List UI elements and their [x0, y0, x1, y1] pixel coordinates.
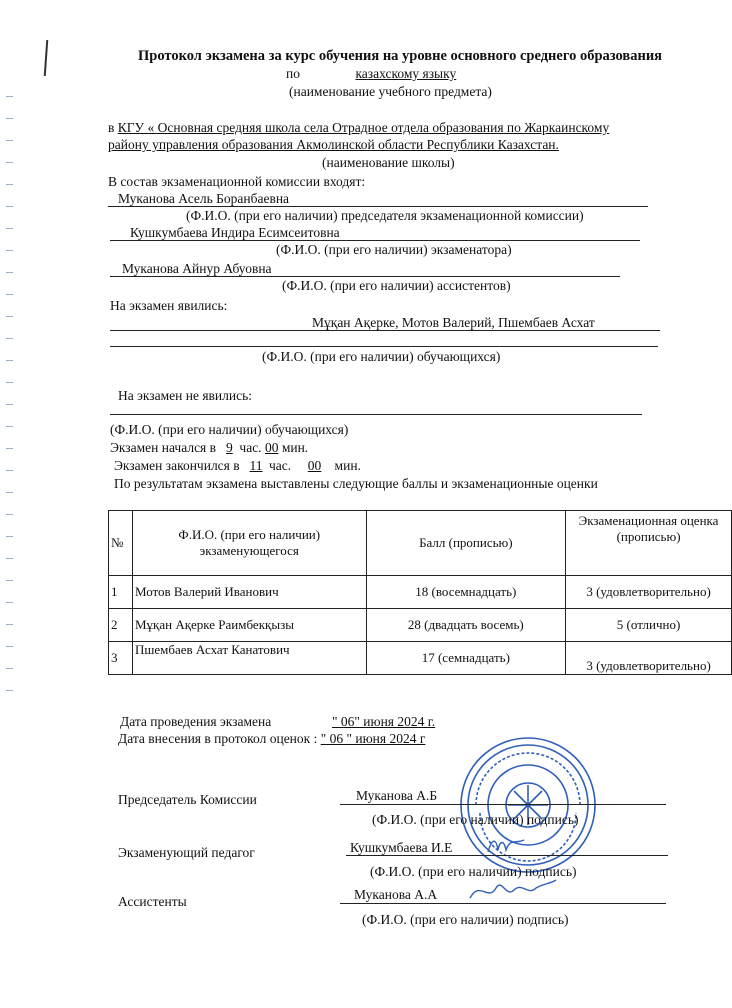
margin-dash [6, 492, 13, 493]
row-grade: 5 (отлично) [566, 609, 732, 642]
header-score: Балл (прописью) [366, 511, 566, 576]
row-score: 28 (двадцать восемь) [366, 609, 566, 642]
school-prefix: в [108, 120, 115, 135]
margin-dash [6, 162, 13, 163]
min-word-1: мин. [281, 440, 309, 455]
results-intro: По результатам экзамена выставлены следующие баллы и экзаменационные оценки [114, 476, 598, 491]
results-table [108, 510, 732, 675]
margin-dash [6, 536, 13, 537]
assistants-sign-name: Муканова А.А [354, 887, 438, 902]
margin-dash [6, 426, 13, 427]
teacher-sign-caption: (Ф.И.О. (при его наличии) подпись) [370, 864, 577, 879]
row-num: 2 [109, 609, 133, 642]
absent-rule [110, 414, 642, 415]
row-name: Мотов Валерий Иванович [132, 576, 366, 609]
school-name-1: КГУ « Основная средняя школа села Отрадное отдела образования по Жаркаинскому [117, 120, 610, 135]
school-caption: (наименование школы) [322, 155, 455, 170]
margin-dash [6, 228, 13, 229]
entry-date-label: Дата внесения в протокол оценок : [118, 731, 318, 746]
table-row [109, 642, 732, 675]
entry-date-line [118, 731, 425, 747]
exam-date-label: Дата проведения экзамена [120, 714, 272, 729]
end-prefix: Экзамен закончился в [114, 458, 240, 473]
header-num: № [109, 511, 133, 576]
row-name: Пшембаев Асхат Канатович [132, 642, 366, 675]
margin-dash [6, 294, 13, 295]
margin-dash [6, 206, 13, 207]
chair-sign-rule [340, 804, 666, 805]
start-time-line [110, 440, 308, 456]
chair-sign-name: Муканова А.Б [356, 788, 438, 803]
margin-dash [6, 624, 13, 625]
margin-dash [6, 404, 13, 405]
present-caption: (Ф.И.О. (при его наличии) обучающихся) [262, 349, 501, 364]
margin-dash [6, 580, 13, 581]
row-grade: 3 (удовлетворительно) [566, 576, 732, 609]
examiner-name: Кушкумбаева Индира Есимсеитовна [130, 225, 340, 240]
row-num: 3 [109, 642, 133, 675]
examiner-caption: (Ф.И.О. (при его наличии) экзаменатора) [276, 242, 512, 257]
hour-word-2: час. [269, 458, 292, 473]
teacher-sign-label: Экзаменующий педагог [118, 845, 255, 860]
hour-word-1: час. [239, 440, 262, 455]
subject-prefix: по [286, 66, 300, 81]
margin-dash [6, 360, 13, 361]
subject-value: казахскому языку [355, 66, 457, 81]
margin-dash [6, 602, 13, 603]
entry-date-value: " 06 " июня 2024 г [320, 731, 426, 746]
assistants-sign-label: Ассистенты [118, 894, 187, 909]
chair-sign-label: Председатель Комиссии [118, 792, 257, 807]
school-line-2: району управления образования Акмолинской области Республики Казахстан. [108, 137, 559, 152]
commission-intro: В состав экзаменационной комиссии входят: [108, 174, 366, 189]
header-name: Ф.И.О. (при его наличии) экзаменующегося [132, 511, 366, 576]
subject-caption: (наименование учебного предмета) [289, 84, 492, 99]
teacher-signature-mark [486, 834, 526, 856]
row-name: Мұқан Ақерке Раимбекқызы [132, 609, 366, 642]
start-hour: 9 [226, 440, 233, 455]
margin-dash [6, 250, 13, 251]
margin-dash [6, 184, 13, 185]
exam-date-value: " 06" июня 2024 г. [332, 714, 436, 729]
margin-mark [44, 40, 49, 76]
margin-dash [6, 272, 13, 273]
chair-caption: (Ф.И.О. (при его наличии) председателя экзаменационной комиссии) [186, 208, 584, 223]
end-min: 00 [307, 458, 322, 473]
margin-dash [6, 668, 13, 669]
official-seal-stamp [458, 735, 598, 875]
margin-dash [6, 690, 13, 691]
margin-dash [6, 558, 13, 559]
absent-label: На экзамен не явились: [118, 388, 253, 403]
subject-line [286, 66, 508, 82]
header-grade: Экзаменационная оценка (прописью) [566, 511, 732, 576]
start-min: 00 [264, 440, 279, 455]
margin-dash [6, 96, 13, 97]
teacher-sign-name: Кушкумбаева И.Е [350, 840, 453, 855]
end-hour: 11 [249, 458, 263, 473]
table-row [109, 576, 732, 609]
margin-dash [6, 118, 13, 119]
margin-dash [6, 514, 13, 515]
exam-date-line [120, 714, 435, 730]
chair-sign-caption: (Ф.И.О. (при его наличии) подпись) [372, 812, 579, 827]
margin-dash [6, 646, 13, 647]
margin-dash [6, 470, 13, 471]
margin-dash [6, 382, 13, 383]
assistant-signature-mark [466, 876, 558, 906]
assistant-caption: (Ф.И.О. (при его наличии) ассистентов) [282, 278, 511, 293]
absent-caption: (Ф.И.О. (при его наличии) обучающихся) [110, 422, 349, 437]
table-header-row [109, 511, 732, 576]
document-title: Протокол экзамена за курс обучения на уровне основного среднего образования [138, 48, 663, 64]
end-time-line [114, 458, 361, 474]
present-label: На экзамен явились: [110, 298, 228, 313]
assistant-name: Муканова Айнур Абуовна [122, 261, 272, 276]
chair-name: Муканова Асель Боранбаевна [118, 191, 290, 206]
start-prefix: Экзамен начался в [110, 440, 217, 455]
table-row [109, 609, 732, 642]
present-names: Мұқан Ақерке, Мотов Валерий, Пшембаев Асхат [312, 315, 595, 330]
row-num: 1 [109, 576, 133, 609]
margin-dash [6, 316, 13, 317]
row-score: 17 (семнадцать) [366, 642, 566, 675]
min-word-2: мин. [334, 458, 361, 473]
assistants-sign-caption: (Ф.И.О. (при его наличии) подпись) [362, 912, 569, 927]
margin-dash [6, 140, 13, 141]
margin-dash [6, 338, 13, 339]
margin-dash [6, 448, 13, 449]
school-line-1 [108, 120, 609, 136]
row-score: 18 (восемнадцать) [366, 576, 566, 609]
present-rule-2 [110, 346, 658, 347]
row-grade: 3 (удовлетворительно) [566, 642, 732, 675]
